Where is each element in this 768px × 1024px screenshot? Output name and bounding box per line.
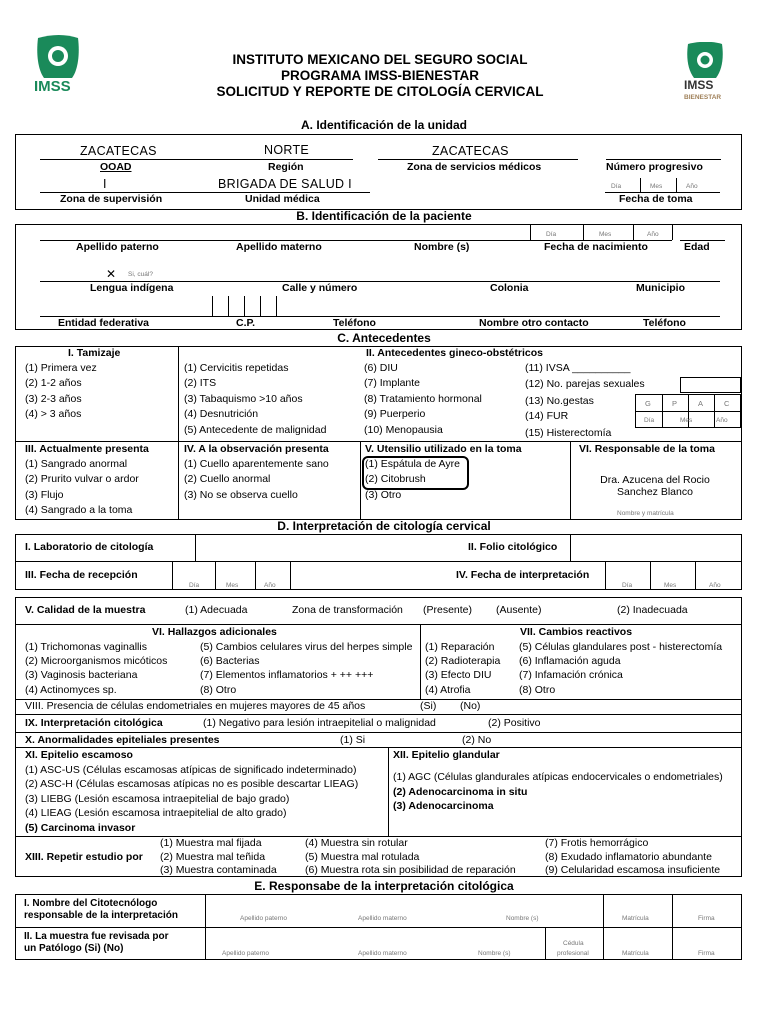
repetir-item[interactable]: (5) Muestra mal rotulada bbox=[305, 851, 420, 863]
hallazgo-item[interactable]: (5) Cambios celulares virus del herpes simple bbox=[200, 641, 413, 653]
interpretacion-dia: Día bbox=[622, 582, 633, 589]
antecedente-item[interactable]: (3) Tabaquismo >10 años bbox=[184, 393, 303, 405]
ooad-label: OOAD bbox=[100, 161, 132, 173]
reactivo-item[interactable]: (8) Otro bbox=[519, 684, 556, 696]
endometriales-si[interactable]: (Si) bbox=[420, 700, 437, 712]
repetir-item[interactable]: (2) Muestra mal teñida bbox=[160, 851, 266, 863]
hallazgo-item[interactable]: (2) Microorganismos micóticos bbox=[25, 655, 168, 667]
repetir-item[interactable]: (6) Muestra rota sin posibilidad de reparación bbox=[305, 864, 516, 876]
adecuada-option[interactable]: (1) Adecuada bbox=[185, 604, 248, 616]
reactivos-title: VII. Cambios reactivos bbox=[520, 626, 633, 638]
section-b-title: B. Identificación de la paciente bbox=[296, 209, 472, 223]
nacimiento-dia: Día bbox=[546, 231, 557, 238]
gpac-grid bbox=[635, 394, 741, 428]
antecedente-item[interactable]: (6) DIU bbox=[364, 362, 398, 374]
reactivo-item[interactable]: (3) Efecto DIU bbox=[425, 669, 492, 681]
region-label: Región bbox=[268, 161, 304, 173]
e2-firma: Firma bbox=[698, 950, 715, 957]
antecedente-item[interactable]: (9) Puerperio bbox=[364, 408, 426, 420]
zona-servicios-value[interactable]: ZACATECAS bbox=[432, 144, 509, 158]
folio-label: II. Folio citológico bbox=[468, 541, 558, 553]
escamoso-item[interactable]: (4) LIEAG (Lesión escamosa intraepitelial de alto grado) bbox=[25, 807, 287, 819]
interpretacion-label: IX. Interpretación citológica bbox=[25, 717, 163, 729]
negativo-option[interactable]: (1) Negativo para lesión intraepitelial o malignidad bbox=[203, 717, 436, 729]
apellido-paterno-label: Apellido paterno bbox=[76, 241, 159, 253]
antecedente-item[interactable]: (8) Tratamiento hormonal bbox=[364, 393, 482, 405]
utensilio-item[interactable]: (3) Otro bbox=[365, 489, 402, 501]
parejas-box[interactable] bbox=[680, 377, 741, 393]
antecedente-item[interactable]: (10) Menopausia bbox=[364, 424, 443, 436]
cp-label: C.P. bbox=[236, 317, 256, 329]
reactivo-item[interactable]: (2) Radioterapia bbox=[425, 655, 501, 667]
lengua-mark[interactable]: ✕ bbox=[106, 267, 117, 281]
e2-matricula: Matrícula bbox=[622, 950, 649, 957]
hallazgo-item[interactable]: (8) Otro bbox=[200, 684, 237, 696]
numero-progresivo-label: Número progresivo bbox=[606, 161, 703, 173]
telefono-label: Teléfono bbox=[333, 317, 376, 329]
repetir-item[interactable]: (3) Muestra contaminada bbox=[160, 864, 277, 876]
escamoso-item[interactable]: (3) LIEBG (Lesión escamosa intraepitelial de bajo grado) bbox=[25, 793, 290, 805]
ooad-value[interactable]: ZACATECAS bbox=[80, 144, 157, 158]
observacion-item[interactable]: (1) Cuello aparentemente sano bbox=[184, 458, 329, 470]
utensilio-item[interactable]: (1) Espátula de Ayre bbox=[365, 458, 460, 470]
tamizaje-item[interactable]: (3) 2-3 años bbox=[25, 393, 82, 405]
repetir-item[interactable]: (7) Frotis hemorrágico bbox=[545, 837, 649, 849]
reactivo-item[interactable]: (7) Infamación crónica bbox=[519, 669, 623, 681]
header-line3: SOLICITUD Y REPORTE DE CITOLOGÍA CERVICAL bbox=[216, 84, 544, 99]
epitelio-glandular-title: XII. Epitelio glandular bbox=[393, 749, 500, 761]
repetir-item[interactable]: (4) Muestra sin rotular bbox=[305, 837, 408, 849]
antecedente-item[interactable]: (14) FUR bbox=[525, 410, 569, 422]
actual-item[interactable]: (2) Prurito vulvar o ardor bbox=[25, 473, 139, 485]
citotecnologo-label-1: I. Nombre del Citotecnólogo bbox=[24, 898, 158, 909]
logo-right-text: IMSS bbox=[684, 78, 714, 92]
tamizaje-item[interactable]: (4) > 3 años bbox=[25, 408, 82, 420]
e1-firma: Firma bbox=[698, 915, 715, 922]
glandular-item[interactable]: (3) Adenocarcinoma bbox=[393, 800, 494, 812]
antecedente-item[interactable]: (7) Implante bbox=[364, 377, 421, 389]
unidad-medica-label: Unidad médica bbox=[245, 193, 320, 205]
actual-item[interactable]: (4) Sangrado a la toma bbox=[25, 504, 133, 516]
hallazgo-item[interactable]: (7) Elementos inflamatorios + ++ +++ bbox=[200, 669, 374, 681]
tamizaje-item[interactable]: (1) Primera vez bbox=[25, 362, 97, 374]
recepcion-anio: Año bbox=[264, 582, 276, 589]
hallazgo-item[interactable]: (3) Vaginosis bacteriana bbox=[25, 669, 138, 681]
actual-item[interactable]: (3) Flujo bbox=[25, 489, 64, 501]
e2-apellido-paterno: Apellido paterno bbox=[222, 950, 269, 957]
ausente-option[interactable]: (Ausente) bbox=[496, 604, 542, 616]
responsable-title: VI. Responsable de la toma bbox=[579, 443, 715, 455]
e2-cedula-1: Cédula bbox=[563, 940, 584, 947]
otro-contacto-label: Nombre otro contacto bbox=[479, 317, 589, 329]
presente-option[interactable]: (Presente) bbox=[423, 604, 473, 616]
responsable-name-line1[interactable]: Dra. Azucena del Rocio bbox=[600, 474, 710, 486]
positivo-option[interactable]: (2) Positivo bbox=[488, 717, 541, 729]
section-c-title: C. Antecedentes bbox=[337, 331, 431, 345]
e2-apellido-materno: Apellido materno bbox=[358, 950, 407, 957]
e2-nombres: Nombre (s) bbox=[478, 950, 511, 957]
actual-item[interactable]: (1) Sangrado anormal bbox=[25, 458, 128, 470]
zona-supervision-label: Zona de supervisión bbox=[60, 193, 163, 205]
fur-mes: Mes bbox=[680, 417, 693, 424]
hallazgo-item[interactable]: (1) Trichomonas vaginallis bbox=[25, 641, 147, 653]
repetir-item[interactable]: (8) Exudado inflamatorio abundante bbox=[545, 851, 712, 863]
observacion-title: IV. A la observación presenta bbox=[184, 443, 329, 455]
fur-anio: Año bbox=[716, 417, 728, 424]
telefono2-label: Teléfono bbox=[643, 317, 686, 329]
anormalidades-si[interactable]: (1) Si bbox=[340, 734, 366, 746]
entidad-federativa-label: Entidad federativa bbox=[58, 317, 150, 329]
reactivo-item[interactable]: (6) Inflamación aguda bbox=[519, 655, 621, 667]
citotecnologo-label-2: responsable de la interpretación bbox=[24, 910, 178, 921]
nombres-label: Nombre (s) bbox=[414, 241, 470, 253]
recepcion-mes: Mes bbox=[226, 582, 239, 589]
lengua-indigena-label: Lengua indígena bbox=[90, 282, 174, 294]
nacimiento-anio: Año bbox=[647, 231, 659, 238]
interpretacion-fecha-label: IV. Fecha de interpretación bbox=[456, 569, 590, 581]
recepcion-label: III. Fecha de recepción bbox=[25, 569, 138, 581]
section-e-title: E. Responsabe de la interpretación citológica bbox=[254, 879, 514, 893]
fecha-toma-dia: Día bbox=[611, 183, 622, 190]
anormalidades-label: X. Anormalidades epiteliales presentes bbox=[25, 734, 220, 746]
endometriales-label: VIII. Presencia de células endometriales en mujeres mayores de 45 años bbox=[25, 700, 366, 712]
utensilio-title: V. Utensilio utilizado en la toma bbox=[365, 443, 522, 455]
recepcion-dia: Día bbox=[189, 582, 200, 589]
gpac-a: A bbox=[698, 399, 704, 408]
antecedente-item[interactable]: (12) No. parejas sexuales bbox=[525, 378, 645, 390]
observacion-item[interactable]: (2) Cuello anormal bbox=[184, 473, 271, 485]
header-line1: INSTITUTO MEXICANO DEL SEGURO SOCIAL bbox=[232, 52, 528, 67]
hallazgo-item[interactable]: (4) Actinomyces sp. bbox=[25, 684, 117, 696]
reactivo-item[interactable]: (1) Reparación bbox=[425, 641, 495, 653]
colonia-label: Colonia bbox=[490, 282, 529, 294]
anormalidades-no[interactable]: (2) No bbox=[462, 734, 492, 746]
header-title bbox=[130, 52, 630, 100]
fecha-nacimiento-label: Fecha de nacimiento bbox=[544, 241, 648, 253]
patologo-label-2[interactable]: un Patólogo (Si) (No) bbox=[24, 943, 124, 954]
e1-matricula: Matrícula bbox=[622, 915, 649, 922]
antecedente-item[interactable]: (4) Desnutrición bbox=[184, 408, 259, 420]
actual-title: III. Actualmente presenta bbox=[25, 443, 149, 455]
e1-apellido-paterno: Apellido paterno bbox=[240, 915, 287, 922]
gpac-p: P bbox=[672, 399, 678, 408]
edad-label: Edad bbox=[684, 241, 710, 253]
unidad-medica-value[interactable]: BRIGADA DE SALUD I bbox=[218, 177, 352, 191]
escamoso-item[interactable]: (2) ASC-H (Células escamosas atípicas no es posible descartar LIEAG) bbox=[25, 778, 359, 790]
patologo-label-1: II. La muestra fue revisada por bbox=[24, 931, 169, 942]
fecha-toma-anio: Año bbox=[686, 183, 698, 190]
imss-bienestar-logo-right bbox=[680, 42, 730, 106]
inadecuada-option[interactable]: (2) Inadecuada bbox=[617, 604, 688, 616]
escamoso-item[interactable]: (5) Carcinoma invasor bbox=[25, 822, 136, 834]
antecedente-item[interactable]: (2) ITS bbox=[184, 377, 217, 389]
logo-left-text: IMSS bbox=[34, 78, 71, 95]
fur-dia: Día bbox=[644, 417, 655, 424]
antecedente-item[interactable]: (5) Antecedente de malignidad bbox=[184, 424, 327, 436]
gineco-title: II. Antecedentes gineco-obstétricos bbox=[366, 347, 543, 359]
e2-cedula-2: profesional bbox=[557, 950, 589, 957]
epitelio-escamoso-title: XI. Epitelio escamoso bbox=[25, 749, 133, 761]
interpretacion-anio: Año bbox=[709, 582, 721, 589]
tamizaje-item[interactable]: (2) 1-2 años bbox=[25, 377, 82, 389]
municipio-label: Municipio bbox=[636, 282, 685, 294]
gpac-g: G bbox=[645, 399, 651, 408]
interpretacion-mes: Mes bbox=[664, 582, 677, 589]
antecedente-item[interactable]: (13) No.gestas bbox=[525, 395, 594, 407]
si-cual-label: Si, cuál? bbox=[128, 271, 153, 278]
glandular-item[interactable]: (1) AGC (Células glandurales atípicas endocervicales o endometriales) bbox=[393, 771, 723, 783]
nombre-matricula-label: Nombre y matrícula bbox=[617, 510, 674, 517]
imss-logo-left bbox=[32, 34, 84, 104]
repetir-item[interactable]: (9) Celularidad escamosa insuficiente bbox=[545, 864, 721, 876]
antecedente-item[interactable]: (11) IVSA __________ bbox=[525, 362, 631, 374]
zona-transformacion-label: Zona de transformación bbox=[292, 604, 403, 616]
gpac-c: C bbox=[724, 399, 730, 408]
fecha-toma-label: Fecha de toma bbox=[619, 193, 693, 205]
section-a-title: A. Identificación de la unidad bbox=[300, 118, 468, 132]
repetir-item[interactable]: (1) Muestra mal fijada bbox=[160, 837, 262, 849]
antecedente-item[interactable]: (1) Cervicitis repetidas bbox=[184, 362, 289, 374]
repetir-estudio-label: XIII. Repetir estudio por bbox=[25, 851, 143, 863]
header-line2: PROGRAMA IMSS-BIENESTAR bbox=[280, 68, 479, 83]
calle-label: Calle y número bbox=[282, 282, 358, 294]
antecedente-item[interactable]: (15) Histerectomía bbox=[525, 427, 612, 439]
endometriales-no[interactable]: (No) bbox=[460, 700, 481, 712]
responsable-name-line2[interactable]: Sanchez Blanco bbox=[617, 486, 693, 498]
e1-nombres: Nombre (s) bbox=[506, 915, 539, 922]
section-d-title: D. Interpretación de citología cervical bbox=[277, 519, 491, 533]
nacimiento-mes: Mes bbox=[599, 231, 612, 238]
reactivo-item[interactable]: (5) Células glandulares post - histerectomía bbox=[519, 641, 723, 653]
zona-supervision-value[interactable]: I bbox=[103, 177, 107, 191]
escamoso-item[interactable]: (1) ASC-US (Células escamosas atípicas de significado indeterminado) bbox=[25, 764, 357, 776]
e1-apellido-materno: Apellido materno bbox=[358, 915, 407, 922]
region-value[interactable]: NORTE bbox=[264, 143, 310, 157]
logo-right-sub: BIENESTAR bbox=[684, 94, 722, 101]
calidad-label: V. Calidad de la muestra bbox=[25, 604, 146, 616]
reactivo-item[interactable]: (4) Atrofia bbox=[425, 684, 471, 696]
hallazgos-title: VI. Hallazgos adicionales bbox=[152, 626, 277, 638]
apellido-materno-label: Apellido materno bbox=[236, 241, 322, 253]
tamizaje-title: I. Tamizaje bbox=[68, 347, 121, 359]
hallazgo-item[interactable]: (6) Bacterias bbox=[200, 655, 260, 667]
observacion-item[interactable]: (3) No se observa cuello bbox=[184, 489, 298, 501]
utensilio-item[interactable]: (2) Citobrush bbox=[365, 473, 426, 485]
glandular-item[interactable]: (2) Adenocarcinoma in situ bbox=[393, 786, 528, 798]
laboratorio-label: I. Laboratorio de citología bbox=[25, 541, 154, 553]
fecha-toma-mes: Mes bbox=[650, 183, 663, 190]
zona-servicios-label: Zona de servicios médicos bbox=[407, 161, 542, 173]
